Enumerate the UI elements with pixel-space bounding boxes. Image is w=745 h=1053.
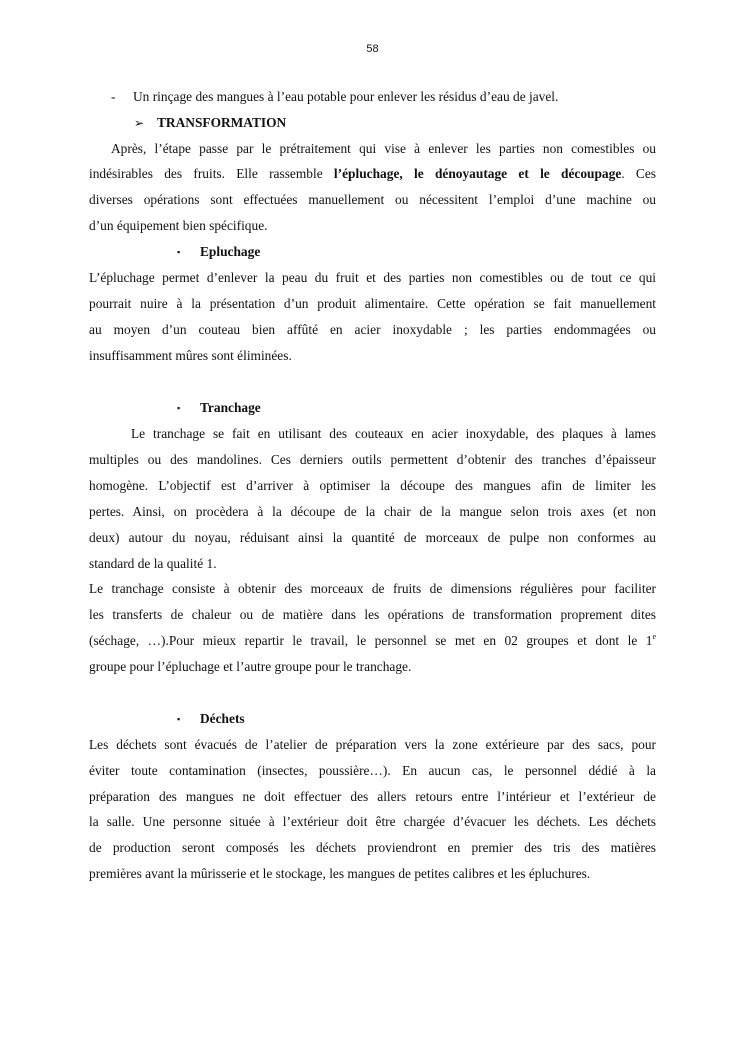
transformation-line-2: indésirables des fruits. Elle rassemble l’épluchage, le dénoyautage et le découpage. Ces xyxy=(89,166,656,181)
section-title-transformation: TRANSFORMATION xyxy=(157,115,287,130)
heading-tranchage: Tranchage xyxy=(200,400,261,415)
transformation-line-1: Après, l’étape passe par le prétraitement qui vise à enlever les parties non comestibles ou xyxy=(111,141,656,156)
epluchage-line-2: pourrait nuire à la présentation d’un produit alimentaire. Cette opération se fait manuellement xyxy=(89,296,656,311)
square-bullet-icon: ▪ xyxy=(177,403,181,413)
dechets-line-3: préparation des mangues ne doit effectuer des allers retours entre l’intérieur et l’extérieur de xyxy=(89,789,656,804)
tranchage-line-8: les transferts de chaleur ou de matière dans les opérations de transformation proprement dites xyxy=(89,607,656,622)
heading-epluchage: Epluchage xyxy=(200,244,261,259)
tranchage-line-5: deux) autour du noyau, réduisant ainsi la quantité de morceaux de pulpe non conformes au xyxy=(89,530,656,545)
tranchage-line-9: (séchage, …).Pour mieux repartir le travail, le personnel se met en 02 groupes et dont le 1e xyxy=(89,632,656,648)
tranchage-line-3: homogène. L’objectif est d’arriver à optimiser la découpe des mangues afin de limiter les xyxy=(89,478,656,493)
tranchage-line-10: groupe pour l’épluchage et l’autre groupe pour le tranchage. xyxy=(89,659,412,674)
epluchage-line-4: insuffisamment mûres sont éliminées. xyxy=(89,348,292,363)
dechets-line-4: la salle. Une personne située à l’extérieur doit être chargée d’évacuer les déchets. Les déchets xyxy=(89,814,656,829)
rinse-bullet: - xyxy=(111,89,116,104)
transformation-line-4: d’un équipement bien spécifique. xyxy=(89,218,268,233)
epluchage-line-1: L’épluchage permet d’enlever la peau du fruit et des parties non comestibles ou de tout ce qui xyxy=(89,270,656,285)
square-bullet-icon: ▪ xyxy=(177,714,181,724)
dechets-line-1: Les déchets sont évacués de l’atelier de préparation vers la zone extérieure par des sacs, pour xyxy=(89,737,656,752)
page-number: 58 xyxy=(366,43,379,55)
transformation-line-3: diverses opérations sont effectuées manuellement ou nécessitent l’emploi d’une machine ou xyxy=(89,192,656,207)
tranchage-line-1: Le tranchage se fait en utilisant des couteaux en acier inoxydable, des plaques à lames xyxy=(131,426,656,441)
dechets-line-5: de production seront composés les déchets proviendront en premier des tris des matières xyxy=(89,840,656,855)
tranchage-line-7: Le tranchage consiste à obtenir des morceaux de fruits de dimensions régulières pour faciliter xyxy=(89,581,656,596)
epluchage-line-3: au moyen d’un couteau bien affûté en acier inoxydable ; les parties endommagées ou xyxy=(89,322,656,337)
square-bullet-icon: ▪ xyxy=(177,247,181,257)
superscript-e: e xyxy=(652,632,656,641)
heading-dechets: Déchets xyxy=(200,711,245,726)
dechets-line-2: éviter toute contamination (insectes, poussière…). En aucun cas, le personnel dédié à la xyxy=(89,763,656,778)
dechets-line-6: premières avant la mûrisserie et le stockage, les mangues de petites calibres et les épluchures. xyxy=(89,866,591,881)
rinse-text: Un rinçage des mangues à l’eau potable pour enlever les résidus d’eau de javel. xyxy=(133,89,559,104)
tranchage-line-4: pertes. Ainsi, on procèdera à la découpe de la chair de la mangue selon trois axes (et non xyxy=(89,504,656,519)
tranchage-line-2: multiples ou des mandolines. Ces derniers outils permettent d’obtenir des tranches d’épaisseur xyxy=(89,452,656,467)
transformation-bold-steps: l’épluchage, le dénoyautage et le découpage xyxy=(333,166,622,181)
arrow-bullet-icon: ➢ xyxy=(134,116,145,130)
tranchage-line-6: standard de la qualité 1. xyxy=(89,556,217,571)
